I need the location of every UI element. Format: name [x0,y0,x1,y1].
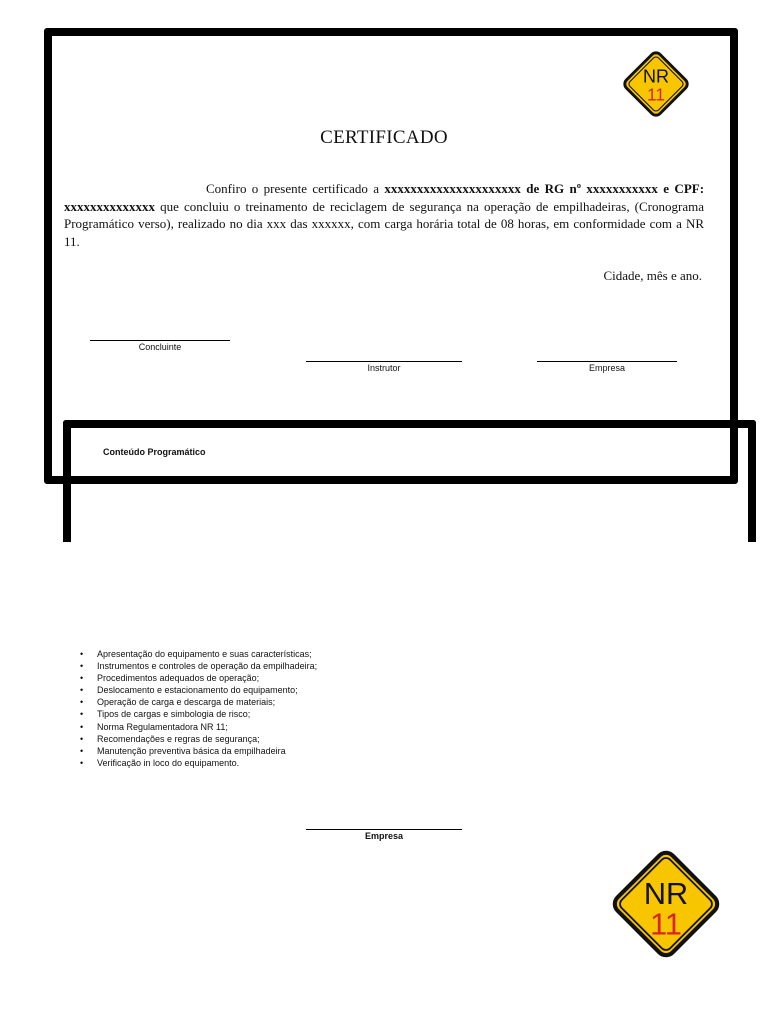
list-item: • Instrumentos e controles de operação da empilhadeira; [80,660,317,672]
list-item: • Operação de carga e descarga de materiais; [80,696,317,708]
logo-text-nr: NR [643,66,669,87]
list-item: • Apresentação do equipamento e suas características; [80,648,317,660]
logo-text-11: 11 [650,907,682,942]
signature-label: Instrutor [367,363,401,373]
signature-line [306,361,462,362]
list-item: • Verificação in loco do equipamento. [80,757,317,769]
body-rest: que concluiu o treinamento de reciclagem de segurança na operação de empilhadeiras, (Cronograma Programático verso), realizado no dia xxx das xxxxxx, com carga horária total de 08 horas, em conformidade com a NR 11. [64,198,704,249]
place-date: Cidade, mês e ano. [603,268,702,283]
logo-text-nr: NR [643,877,689,911]
list-item: • Tipos de cargas e simbologia de risco; [80,708,317,720]
nr11-logo [620,48,692,120]
signature-line [537,361,677,362]
body-intro: Confiro o presente certificado a [206,181,380,196]
name-placeholder: xxxxxxxxxxxxxxxxxxxxx [384,181,521,196]
rg-label: de RG nº [526,181,582,196]
list-item: • Recomendações e regras de segurança; [80,733,317,745]
page-cutoff [0,542,768,582]
program-title: Conteúdo Programático [103,447,206,457]
signature-label: Concluinte [138,342,182,352]
signature-empresa-back [306,829,462,841]
list-item: • Deslocamento e estacionamento do equipamento; [80,684,317,696]
signature-label: Empresa [364,831,404,841]
topic-list [80,648,317,769]
list-item: • Procedimentos adequados de operação; [80,672,317,684]
certificate-body [64,180,704,250]
rg-placeholder: xxxxxxxxxxx [586,181,658,196]
signature-empresa [537,361,677,373]
certificate-title: CERTIFICADO [320,127,448,148]
signature-line [306,829,462,830]
logo-text-11: 11 [647,84,665,105]
signature-line [90,340,230,341]
nr11-logo-large [607,845,725,963]
signature-instrutor [306,361,462,373]
list-item: • Norma Regulamentadora NR 11; [80,721,317,733]
signature-concluinte [90,340,230,352]
cpf-label: e CPF: [663,181,705,196]
cpf-placeholder: xxxxxxxxxxxxxx [64,198,155,214]
signature-label: Empresa [588,363,625,373]
list-item: • Manutenção preventiva básica da empilhadeira [80,745,317,757]
